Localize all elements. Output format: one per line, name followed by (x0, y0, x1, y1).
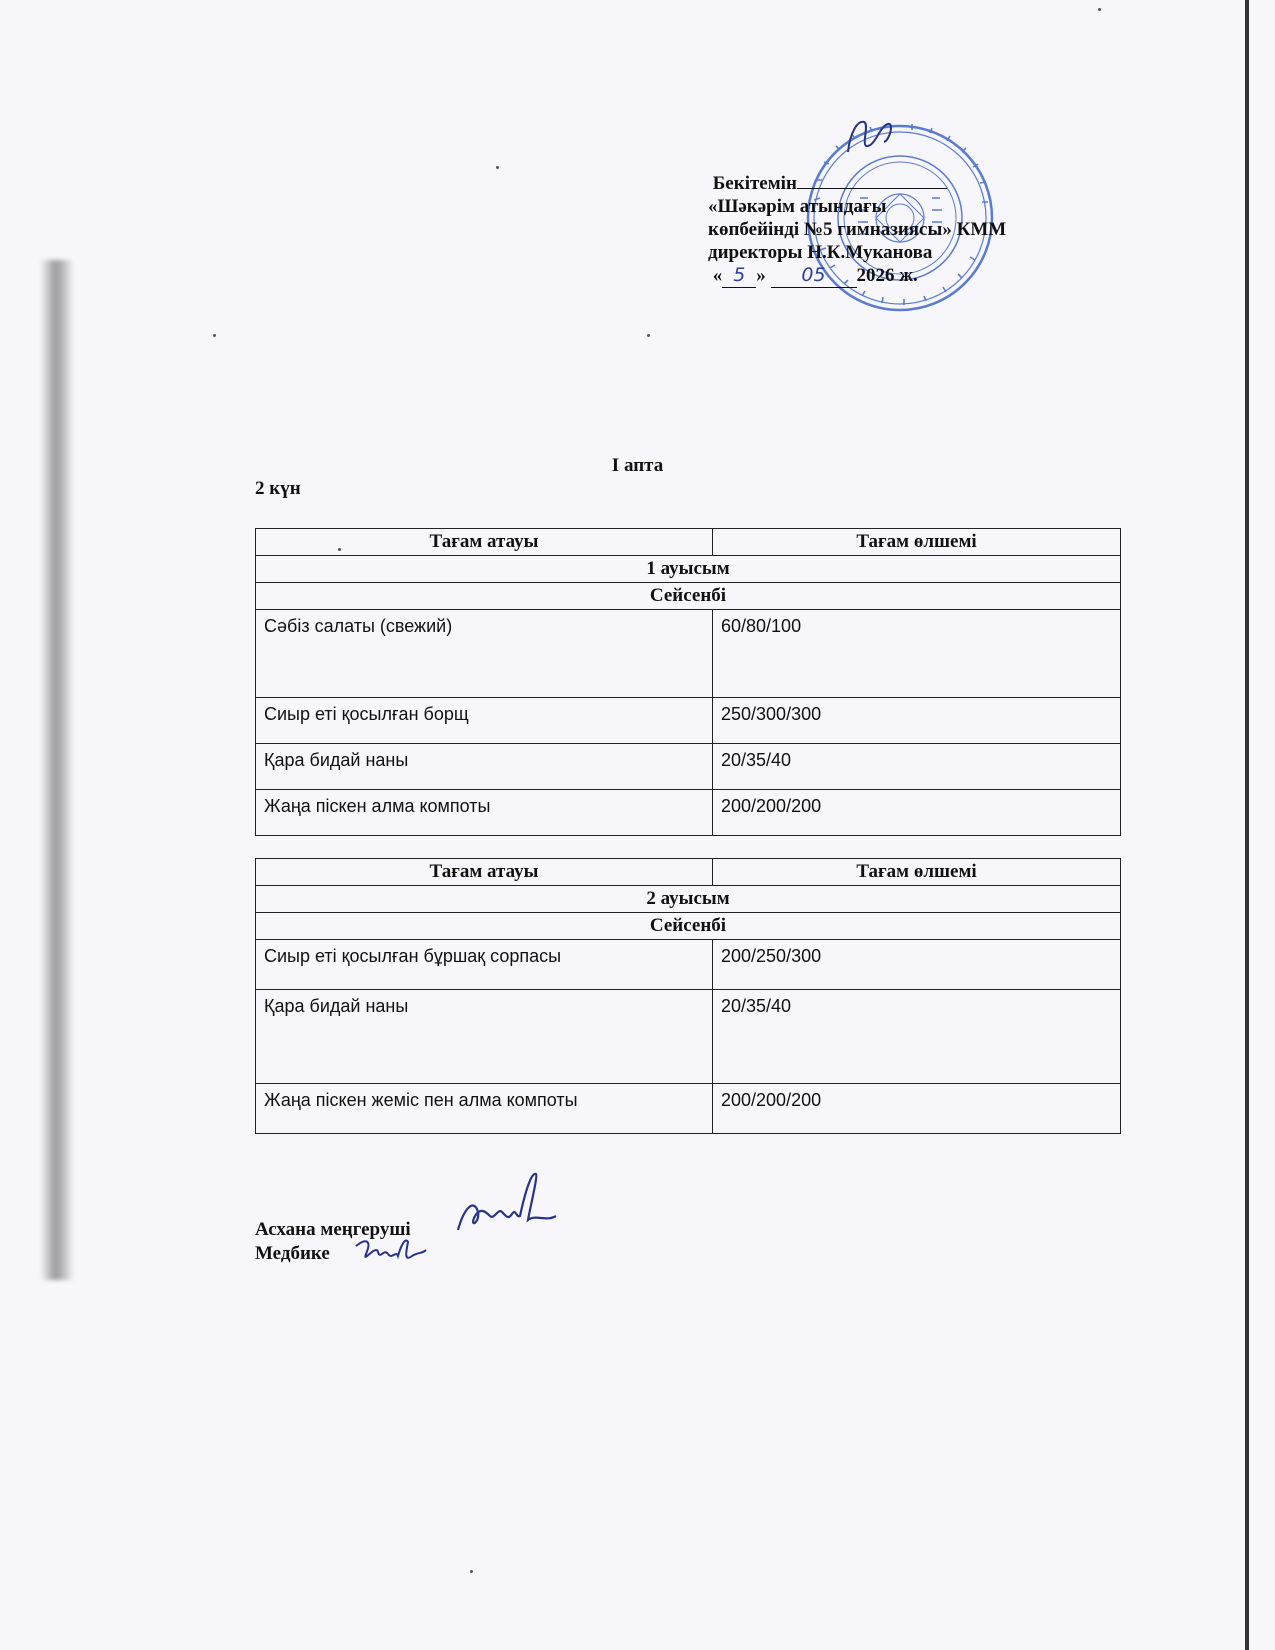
shift-label: 2 ауысым (256, 886, 1121, 913)
dish-portion: 200/200/200 (713, 790, 1121, 836)
table-row (256, 1084, 1121, 1134)
table-row (256, 744, 1121, 790)
dish-name: Жаңа піскен алма компоты (256, 790, 713, 836)
shift-row (256, 886, 1121, 913)
scan-speck (338, 548, 341, 551)
date-month: 05 (771, 264, 857, 288)
scan-speck (496, 166, 499, 169)
date-day: 5 (722, 264, 756, 288)
table-row (256, 990, 1121, 1084)
menu-table-shift-1 (255, 528, 1121, 836)
column-header-name: Тағам атауы (256, 859, 713, 886)
dish-portion: 200/200/200 (713, 1084, 1121, 1134)
scan-edge (1245, 0, 1249, 1650)
scan-speck (1098, 8, 1101, 11)
nurse-signature (352, 1232, 432, 1272)
signature-line (797, 188, 947, 189)
column-header-portion: Тағам өлшемі (713, 529, 1121, 556)
director-line: директоры Н.К.Муканова (708, 242, 933, 263)
nurse-label: Медбике (255, 1243, 330, 1264)
scan-speck (213, 334, 216, 337)
day-label: 2 күн (255, 478, 301, 499)
dish-name: Сиыр еті қосылған бұршақ сорпасы (256, 940, 713, 990)
date-open-quote: « (712, 265, 723, 286)
dish-portion: 20/35/40 (713, 744, 1121, 790)
weekday-row (256, 583, 1121, 610)
table-header-row (256, 529, 1121, 556)
scan-speck (470, 1570, 473, 1573)
dish-name: Қара бидай наны (256, 744, 713, 790)
approval-block (708, 172, 1088, 288)
organization-line-2: көпбейінді №5 гимназиясы» КММ (708, 219, 1007, 240)
weekday-label: Сейсенбі (256, 583, 1121, 610)
menu-table-shift-2 (255, 858, 1121, 1134)
weekday-row (256, 913, 1121, 940)
scan-speck (647, 334, 650, 337)
organization-line-1: «Шәкәрім атындағы (708, 196, 887, 217)
scan-shadow (40, 260, 74, 1280)
dish-name: Сиыр еті қосылған борщ (256, 698, 713, 744)
table-row (256, 610, 1121, 698)
approval-title-row (708, 172, 1088, 195)
dish-name: Жаңа піскен жеміс пен алма компоты (256, 1084, 713, 1134)
shift-label: 1 ауысым (256, 556, 1121, 583)
approval-label: Бекітемін (712, 173, 797, 194)
dish-portion: 250/300/300 (713, 698, 1121, 744)
director-signature (840, 112, 900, 162)
canteen-head-signature (452, 1168, 562, 1248)
dish-portion: 60/80/100 (713, 610, 1121, 698)
table-header-row (256, 859, 1121, 886)
approval-date (708, 264, 1088, 288)
shift-row (256, 556, 1121, 583)
column-header-portion: Тағам өлшемі (713, 859, 1121, 886)
dish-name: Қара бидай наны (256, 990, 713, 1084)
weekday-label: Сейсенбі (256, 913, 1121, 940)
date-year: 2026 ж. (856, 265, 918, 286)
table-row (256, 790, 1121, 836)
date-close-quote: » (756, 265, 766, 286)
canteen-head-label: Асхана меңгеруші (255, 1219, 411, 1240)
table-row (256, 940, 1121, 990)
column-header-name: Тағам атауы (256, 529, 713, 556)
dish-name: Сәбіз салаты (свежий) (256, 610, 713, 698)
dish-portion: 200/250/300 (713, 940, 1121, 990)
table-row (256, 698, 1121, 744)
dish-portion: 20/35/40 (713, 990, 1121, 1084)
week-title: I апта (611, 455, 664, 476)
